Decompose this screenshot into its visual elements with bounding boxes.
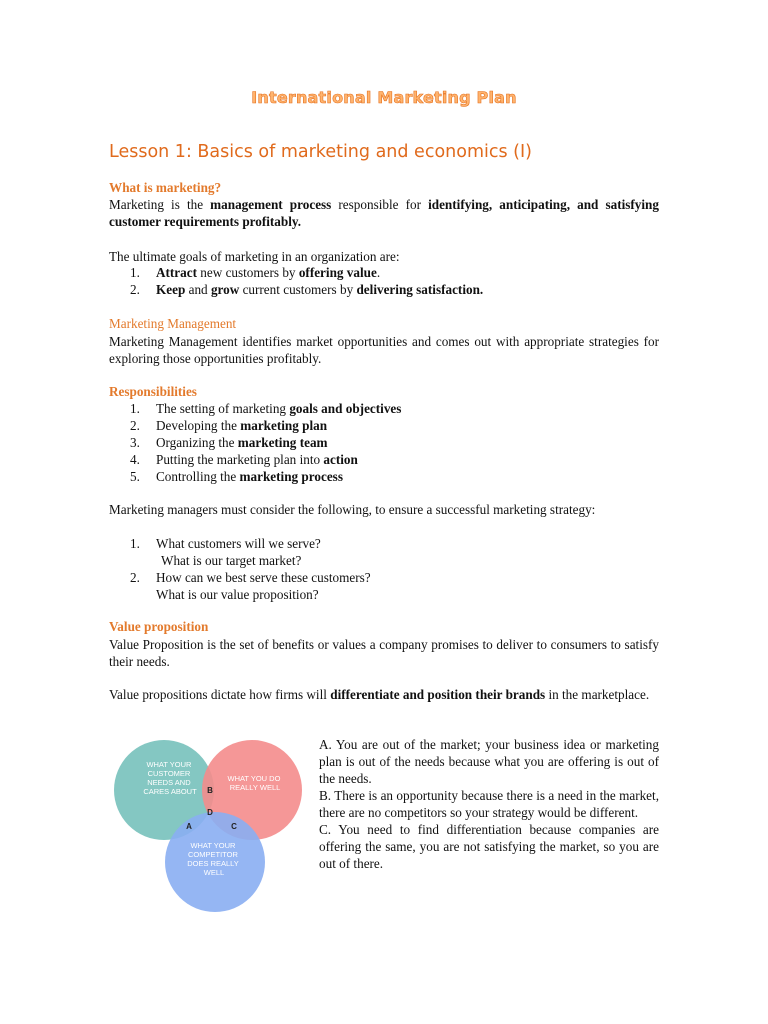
venn-label-company: WHAT YOU DO REALLY WELL xyxy=(227,774,281,792)
goal-bold: Attract xyxy=(156,265,197,280)
explanation-c: C. You need to find differentiation because companies are offering the same, you are not satisfying the market, so you are out of there. xyxy=(319,822,659,871)
item-number: 2. xyxy=(130,570,140,585)
venn-diagram xyxy=(112,730,312,915)
lesson-title: Lesson 1: Basics of marketing and economics (I) xyxy=(109,142,532,162)
item-text: The setting of marketing xyxy=(156,401,290,416)
question-item xyxy=(130,535,371,552)
venn-label-competitor: WHAT YOUR COMPETITOR DOES REALLY WELL xyxy=(187,841,239,877)
goal-number: 1. xyxy=(130,265,140,280)
item-number: 5. xyxy=(130,469,140,484)
question-subtext: What is our target market? xyxy=(161,553,302,568)
question-text: How can we best serve these customers? xyxy=(156,570,371,585)
venn-letter-d: D xyxy=(207,808,213,817)
goal-item xyxy=(130,264,483,281)
responsibilities-list xyxy=(130,400,401,485)
position-text: in the marketplace. xyxy=(545,687,650,702)
definition-bold-1: management process xyxy=(210,197,332,212)
explanation-a: A. You are out of the market; your business idea or marketing plan is out of the needs because what you are offering is out of the needs. xyxy=(319,737,659,786)
goals-intro: The ultimate goals of marketing in an organization are: xyxy=(109,249,400,264)
definition-text-1: Marketing is the xyxy=(109,197,211,212)
goal-text: current customers by xyxy=(239,282,357,297)
item-bold: goals and objectives xyxy=(289,401,402,416)
item-text: Controlling the xyxy=(156,469,240,484)
heading-what-is-marketing: What is marketing? xyxy=(109,180,222,195)
question-subtext: What is our value proposition? xyxy=(156,587,319,602)
heading-responsibilities: Responsibilities xyxy=(109,384,197,399)
item-number: 2. xyxy=(130,418,140,433)
goal-bold: offering value xyxy=(298,265,377,280)
document-title: International Marketing Plan xyxy=(251,88,517,107)
question-item xyxy=(130,569,371,586)
responsibility-item xyxy=(130,451,401,468)
responsibility-item xyxy=(130,434,401,451)
definition-bold-2: identifying, anticipating, and satisfying customer requirements profitably. xyxy=(109,197,659,229)
position-text: Value propositions dictate how firms will xyxy=(109,687,331,702)
goal-text: . xyxy=(376,265,381,280)
item-bold: action xyxy=(323,452,358,467)
goal-bold: grow xyxy=(210,282,240,297)
item-text: Putting the marketing plan into xyxy=(156,452,324,467)
explanation-b: B. There is an opportunity because there is a need in the market, there are no competitors so your strategy would be different. xyxy=(319,788,659,820)
item-bold: marketing plan xyxy=(240,418,328,433)
value-proposition-definition: Value Proposition is the set of benefits or values a company promises to deliver to consumers to satisfy their needs. xyxy=(109,637,659,669)
goal-item xyxy=(130,281,483,298)
question-text: What customers will we serve? xyxy=(156,536,321,551)
heading-value-proposition: Value proposition xyxy=(109,619,209,634)
goal-text: new customers by xyxy=(197,265,299,280)
item-text: Organizing the xyxy=(156,435,238,450)
venn-letter-c: C xyxy=(231,822,237,831)
heading-marketing-management: Marketing Management xyxy=(109,316,237,331)
venn-letter-a: A xyxy=(186,822,192,831)
goal-bold: Keep xyxy=(156,282,186,297)
item-bold: marketing team xyxy=(237,435,328,450)
item-number: 1. xyxy=(130,536,140,551)
managers-questions xyxy=(130,535,371,603)
venn-label-customer: WHAT YOUR CUSTOMER NEEDS AND CARES ABOUT xyxy=(143,760,197,796)
venn-letter-b: B xyxy=(207,786,213,795)
goal-bold: delivering satisfaction. xyxy=(356,282,484,297)
responsibility-item xyxy=(130,400,401,417)
item-number: 1. xyxy=(130,401,140,416)
goal-text: and xyxy=(185,282,211,297)
position-bold: differentiate and position their brands xyxy=(330,687,546,702)
goal-number: 2. xyxy=(130,282,140,297)
item-number: 4. xyxy=(130,452,140,467)
marketing-management-text: Marketing Management identifies market opportunities and comes out with appropriate strategies for exploring those opportunities profitably. xyxy=(109,334,659,366)
managers-text: Marketing managers must consider the following, to ensure a successful marketing strategy: xyxy=(109,502,596,517)
item-number: 3. xyxy=(130,435,140,450)
definition-text-2: responsible for xyxy=(331,197,429,212)
value-proposition-position xyxy=(109,686,659,703)
item-bold: marketing process xyxy=(239,469,343,484)
responsibility-item xyxy=(130,417,401,434)
venn-explanations xyxy=(319,736,659,872)
marketing-definition xyxy=(109,196,659,230)
goals-list xyxy=(130,264,483,298)
item-text: Developing the xyxy=(156,418,241,433)
responsibility-item xyxy=(130,468,401,485)
